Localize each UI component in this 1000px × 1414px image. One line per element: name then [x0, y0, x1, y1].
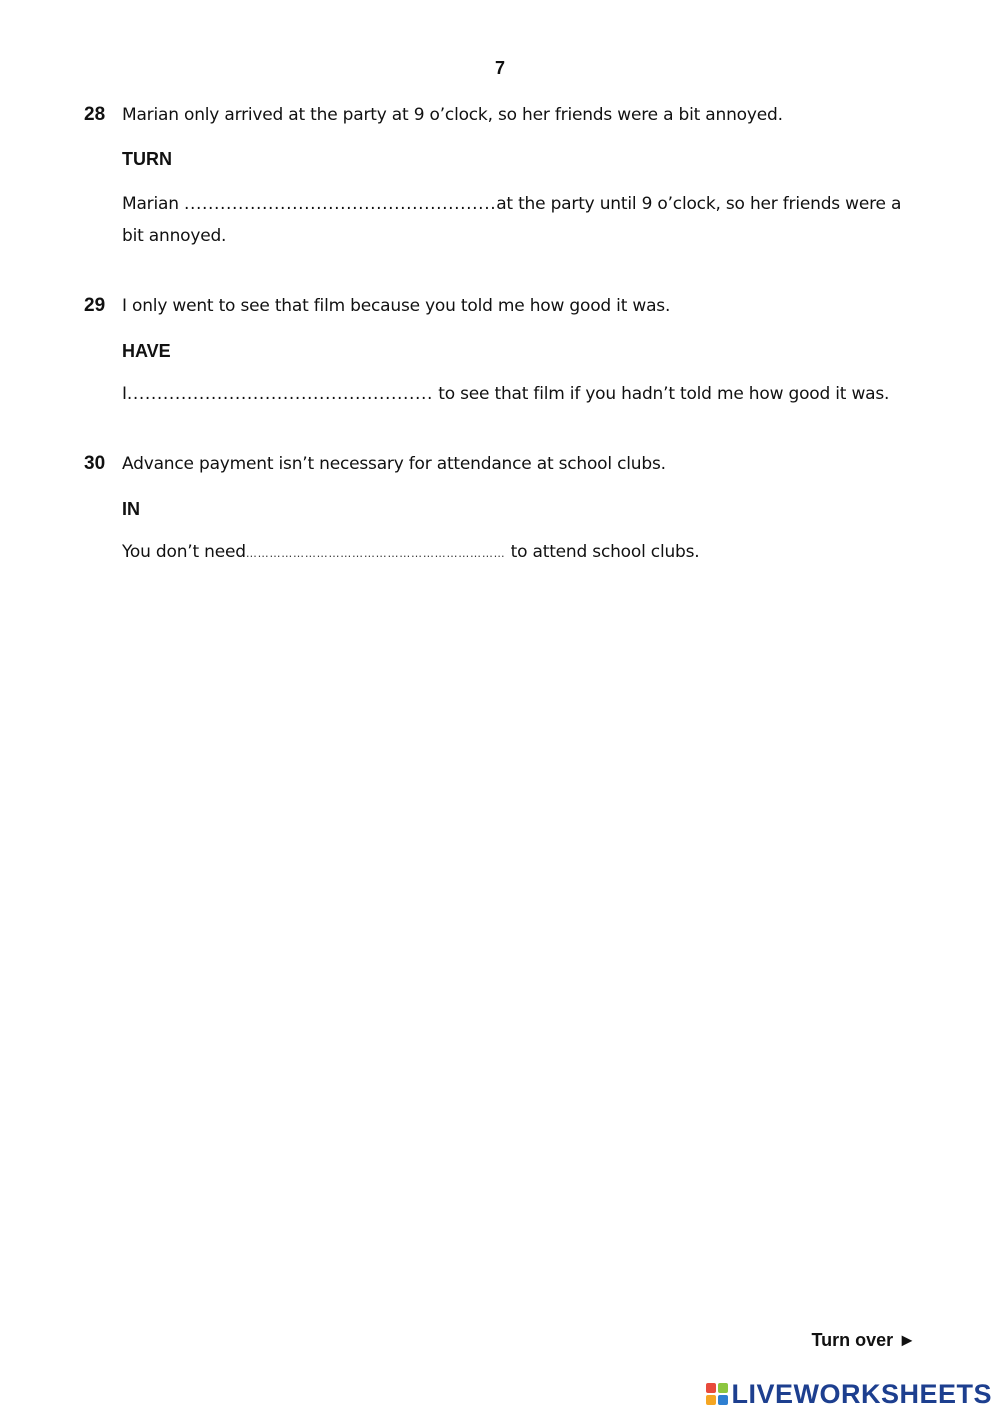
question-sentence: Marian only arrived at the party at 9 o’clock, so her friends were a bit annoyed.	[122, 105, 783, 125]
answer-prefix: I	[122, 384, 127, 404]
answer-gap[interactable]: ....................................................	[184, 194, 497, 214]
answer-suffix: to attend school clubs.	[505, 542, 700, 562]
answer-prefix: Marian	[122, 194, 184, 214]
question-number: 30	[84, 453, 106, 474]
liveworksheets-brand	[706, 1378, 992, 1410]
answer-line	[122, 536, 912, 570]
liveworksheets-logo-icon	[706, 1383, 728, 1405]
logo-square	[706, 1395, 716, 1405]
answer-prefix: You don’t need	[122, 542, 246, 562]
question-sentence: Advance payment isn’t necessary for attendance at school clubs.	[122, 454, 666, 474]
keyword: IN	[122, 499, 140, 519]
logo-square	[706, 1383, 716, 1393]
page-number: 7	[494, 58, 505, 78]
answer-line	[122, 378, 912, 410]
answer-gap[interactable]: ...................................................	[126, 384, 434, 404]
logo-square	[718, 1395, 728, 1405]
answer-suffix: at the party until 9 o’clock, so her friends were a bit annoyed.	[122, 194, 902, 246]
question-number: 28	[84, 104, 106, 125]
answer-gap[interactable]: …………………………………………………………	[245, 547, 506, 560]
question-sentence: I only went to see that film because you told me how good it was.	[122, 296, 671, 316]
turn-over-label: Turn over ►	[811, 1330, 916, 1350]
answer-suffix: to see that film if you hadn’t told me how good it was.	[433, 384, 890, 404]
keyword: TURN	[122, 149, 172, 169]
brand-name: LIVEWORKSHEETS	[731, 1379, 992, 1409]
answer-line	[122, 188, 912, 252]
keyword: HAVE	[122, 341, 171, 361]
logo-square	[718, 1383, 728, 1393]
question-number: 29	[84, 295, 106, 316]
